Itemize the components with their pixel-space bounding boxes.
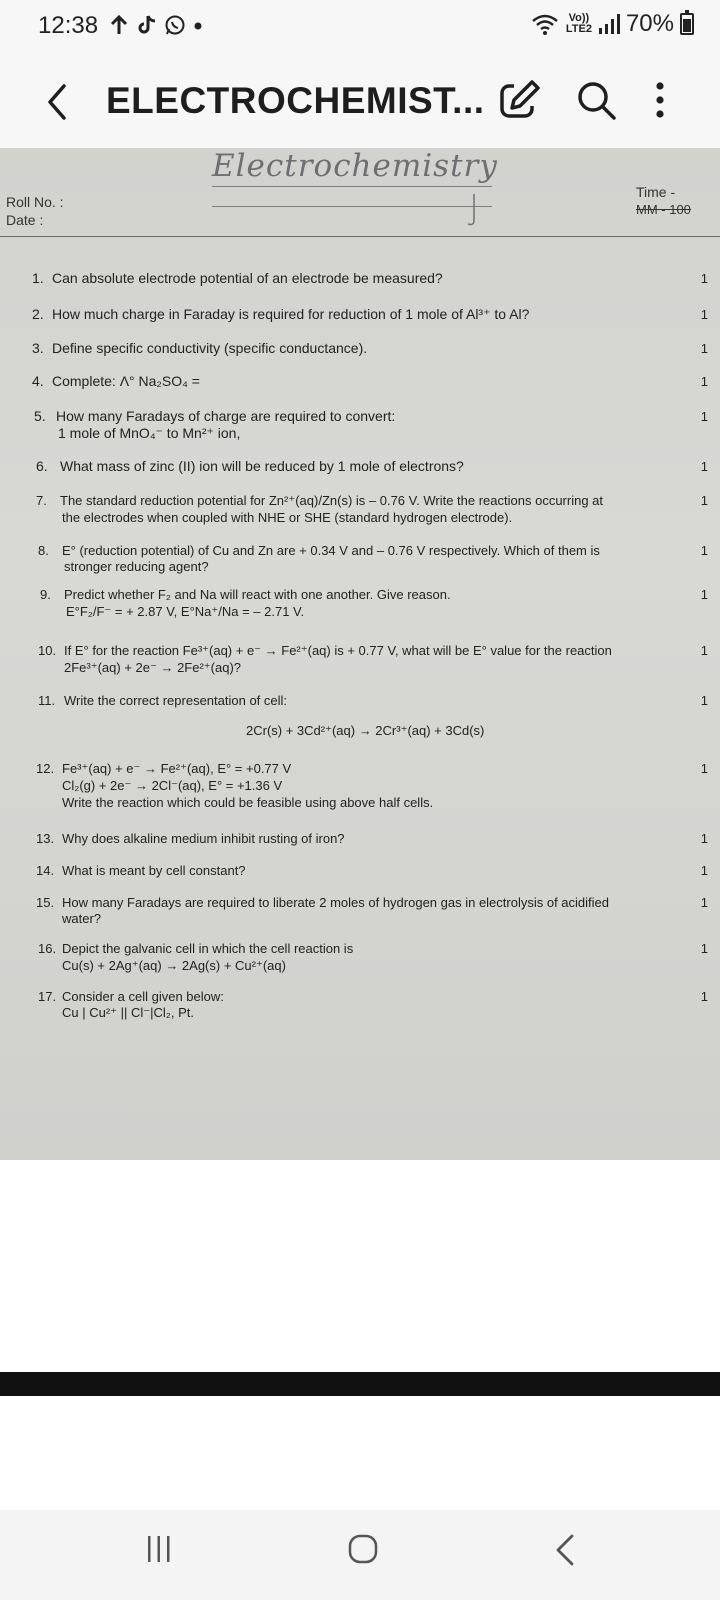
question-text: What mass of zinc (II) ion will be reduced by 1 mole of electrons? bbox=[60, 458, 464, 474]
question-number: 14. bbox=[36, 863, 55, 878]
question-mark: 1 bbox=[700, 643, 708, 658]
edit-icon[interactable] bbox=[496, 78, 540, 122]
navigation-bar bbox=[0, 1510, 720, 1600]
question-text: Predict whether F₂ and Na will react with one another. Give reason. bbox=[64, 587, 451, 602]
question-mark: 1 bbox=[700, 863, 708, 878]
header-divider bbox=[0, 236, 720, 237]
wifi-icon bbox=[530, 11, 560, 37]
question-number: 10. bbox=[38, 643, 57, 658]
question-mark: 1 bbox=[700, 543, 708, 558]
status-time: 12:38 bbox=[38, 12, 99, 39]
question-text-line2: the electrodes when coupled with NHE or SHE (standard hydrogen electrode). bbox=[62, 510, 513, 525]
question-mark: 1 bbox=[700, 271, 708, 286]
question-text: Write the correct representation of cell: bbox=[64, 693, 288, 708]
question-mark: 1 bbox=[700, 374, 708, 389]
question-text-line2: Cu | Cu²⁺ || Cl⁻|Cl₂, Pt. bbox=[62, 1005, 194, 1020]
question-mark: 1 bbox=[700, 989, 708, 1004]
question-mark: 1 bbox=[700, 587, 708, 602]
question-number: 9. bbox=[40, 587, 51, 602]
dot-icon bbox=[192, 14, 204, 36]
question-text-line3: Write the reaction which could be feasible using above half cells. bbox=[62, 795, 434, 810]
time-label: Time - bbox=[636, 184, 676, 200]
document-title: ELECTROCHEMIST... bbox=[106, 80, 485, 121]
question-number: 5. bbox=[34, 408, 46, 424]
status-right bbox=[530, 10, 694, 38]
question-number: 13. bbox=[36, 831, 55, 846]
document-image bbox=[0, 148, 720, 1160]
notification-icons bbox=[108, 14, 204, 36]
question-number: 12. bbox=[36, 761, 55, 776]
upload-arrow-icon bbox=[108, 14, 130, 36]
heading-underline bbox=[212, 186, 492, 187]
lte-indicator bbox=[566, 13, 592, 35]
heading-underline-2 bbox=[212, 206, 492, 207]
question-text: How many Faradays of charge are required to convert: bbox=[56, 408, 396, 424]
back-button[interactable] bbox=[40, 80, 74, 124]
question-text: Fe³⁺(aq) + e⁻ → Fe²⁺(aq), E° = +0.77 V bbox=[62, 761, 292, 776]
question-number: 3. bbox=[32, 340, 44, 356]
question-mark: 1 bbox=[700, 409, 708, 424]
question-number: 7. bbox=[36, 493, 47, 508]
tiktok-icon bbox=[136, 14, 158, 36]
question-text: Define specific conductivity (specific conductance). bbox=[52, 340, 368, 356]
more-options-icon[interactable] bbox=[650, 78, 670, 122]
question-text-line2: Cl₂(g) + 2e⁻ → 2Cl⁻(aq), E° = +1.36 V bbox=[62, 778, 283, 793]
question-mark: 1 bbox=[700, 307, 708, 322]
question-text: If E° for the reaction Fe³⁺(aq) + e⁻ → Fe²⁺(aq) is + 0.77 V, what will be E° value for the reaction bbox=[64, 643, 612, 658]
document-heading: Electrochemistry bbox=[212, 148, 498, 184]
max-marks-label: MM - 100 bbox=[636, 202, 691, 217]
page-divider-bar bbox=[0, 1372, 720, 1396]
roll-number-label: Roll No. : bbox=[6, 194, 64, 210]
question-mark: 1 bbox=[700, 341, 708, 356]
question-mark: 1 bbox=[700, 941, 708, 956]
question-text-line2: 1 mole of MnO₄⁻ to Mn²⁺ ion, bbox=[58, 425, 241, 441]
question-text-line2: water? bbox=[62, 911, 102, 926]
question-text-line2: 2Cr(s) + 3Cd²⁺(aq) → 2Cr³⁺(aq) + 3Cd(s) bbox=[246, 723, 485, 738]
question-text-line2: Cu(s) + 2Ag⁺(aq) → 2Ag(s) + Cu²⁺(aq) bbox=[62, 958, 286, 973]
lte-label: LTE2 bbox=[565, 23, 592, 35]
home-icon[interactable] bbox=[346, 1532, 380, 1566]
status-bar bbox=[0, 0, 720, 56]
question-text: What is meant by cell constant? bbox=[62, 863, 246, 878]
battery-percent: 70% bbox=[625, 10, 674, 37]
question-text: How many Faradays are required to liberate 2 moles of hydrogen gas in electrolysis of acidified bbox=[62, 895, 609, 910]
question-number: 15. bbox=[36, 895, 55, 910]
signal-icon bbox=[598, 13, 620, 35]
question-number: 16. bbox=[38, 941, 57, 956]
question-text-line2: stronger reducing agent? bbox=[64, 559, 209, 574]
recent-apps-icon[interactable] bbox=[144, 1532, 174, 1566]
question-text-line2: E°F₂/F⁻ = + 2.87 V, E°Na⁺/Na = – 2.71 V. bbox=[66, 604, 305, 619]
question-number: 6. bbox=[36, 458, 48, 474]
date-label: Date : bbox=[6, 212, 44, 228]
question-mark: 1 bbox=[700, 895, 708, 910]
question-mark: 1 bbox=[700, 761, 708, 776]
volte-label: Vo)) bbox=[568, 12, 590, 24]
question-number: 1. bbox=[32, 270, 44, 286]
question-text: Depict the galvanic cell in which the cell reaction is bbox=[62, 941, 354, 956]
question-text: Consider a cell given below: bbox=[62, 989, 224, 1004]
question-mark: 1 bbox=[700, 493, 708, 508]
heading-flourish bbox=[462, 192, 486, 228]
question-text-line2: 2Fe³⁺(aq) + 2e⁻ → 2Fe²⁺(aq)? bbox=[64, 660, 242, 675]
question-number: 11. bbox=[38, 693, 56, 708]
question-number: 8. bbox=[38, 543, 49, 558]
question-number: 4. bbox=[32, 373, 44, 389]
search-icon[interactable] bbox=[574, 78, 618, 122]
question-mark: 1 bbox=[700, 693, 708, 708]
whatsapp-icon bbox=[164, 14, 186, 36]
question-number: 2. bbox=[32, 306, 44, 322]
question-mark: 1 bbox=[700, 831, 708, 846]
question-text: E° (reduction potential) of Cu and Zn are + 0.34 V and – 0.76 V respectively. Which of them is bbox=[62, 543, 600, 558]
question-text: Complete: Λ° Na₂SO₄ = bbox=[52, 373, 200, 389]
question-text: The standard reduction potential for Zn²⁺(aq)/Zn(s) is – 0.76 V. Write the reactions occurring at bbox=[60, 493, 604, 508]
question-mark: 1 bbox=[700, 459, 708, 474]
battery-icon bbox=[680, 13, 694, 35]
question-text: Why does alkaline medium inhibit rusting of iron? bbox=[62, 831, 345, 846]
question-text: Can absolute electrode potential of an electrode be measured? bbox=[52, 270, 443, 286]
question-number: 17. bbox=[38, 989, 57, 1004]
back-icon[interactable] bbox=[552, 1532, 578, 1568]
question-text: How much charge in Faraday is required for reduction of 1 mole of Al³⁺ to Al? bbox=[52, 306, 530, 322]
app-bar bbox=[0, 56, 720, 148]
